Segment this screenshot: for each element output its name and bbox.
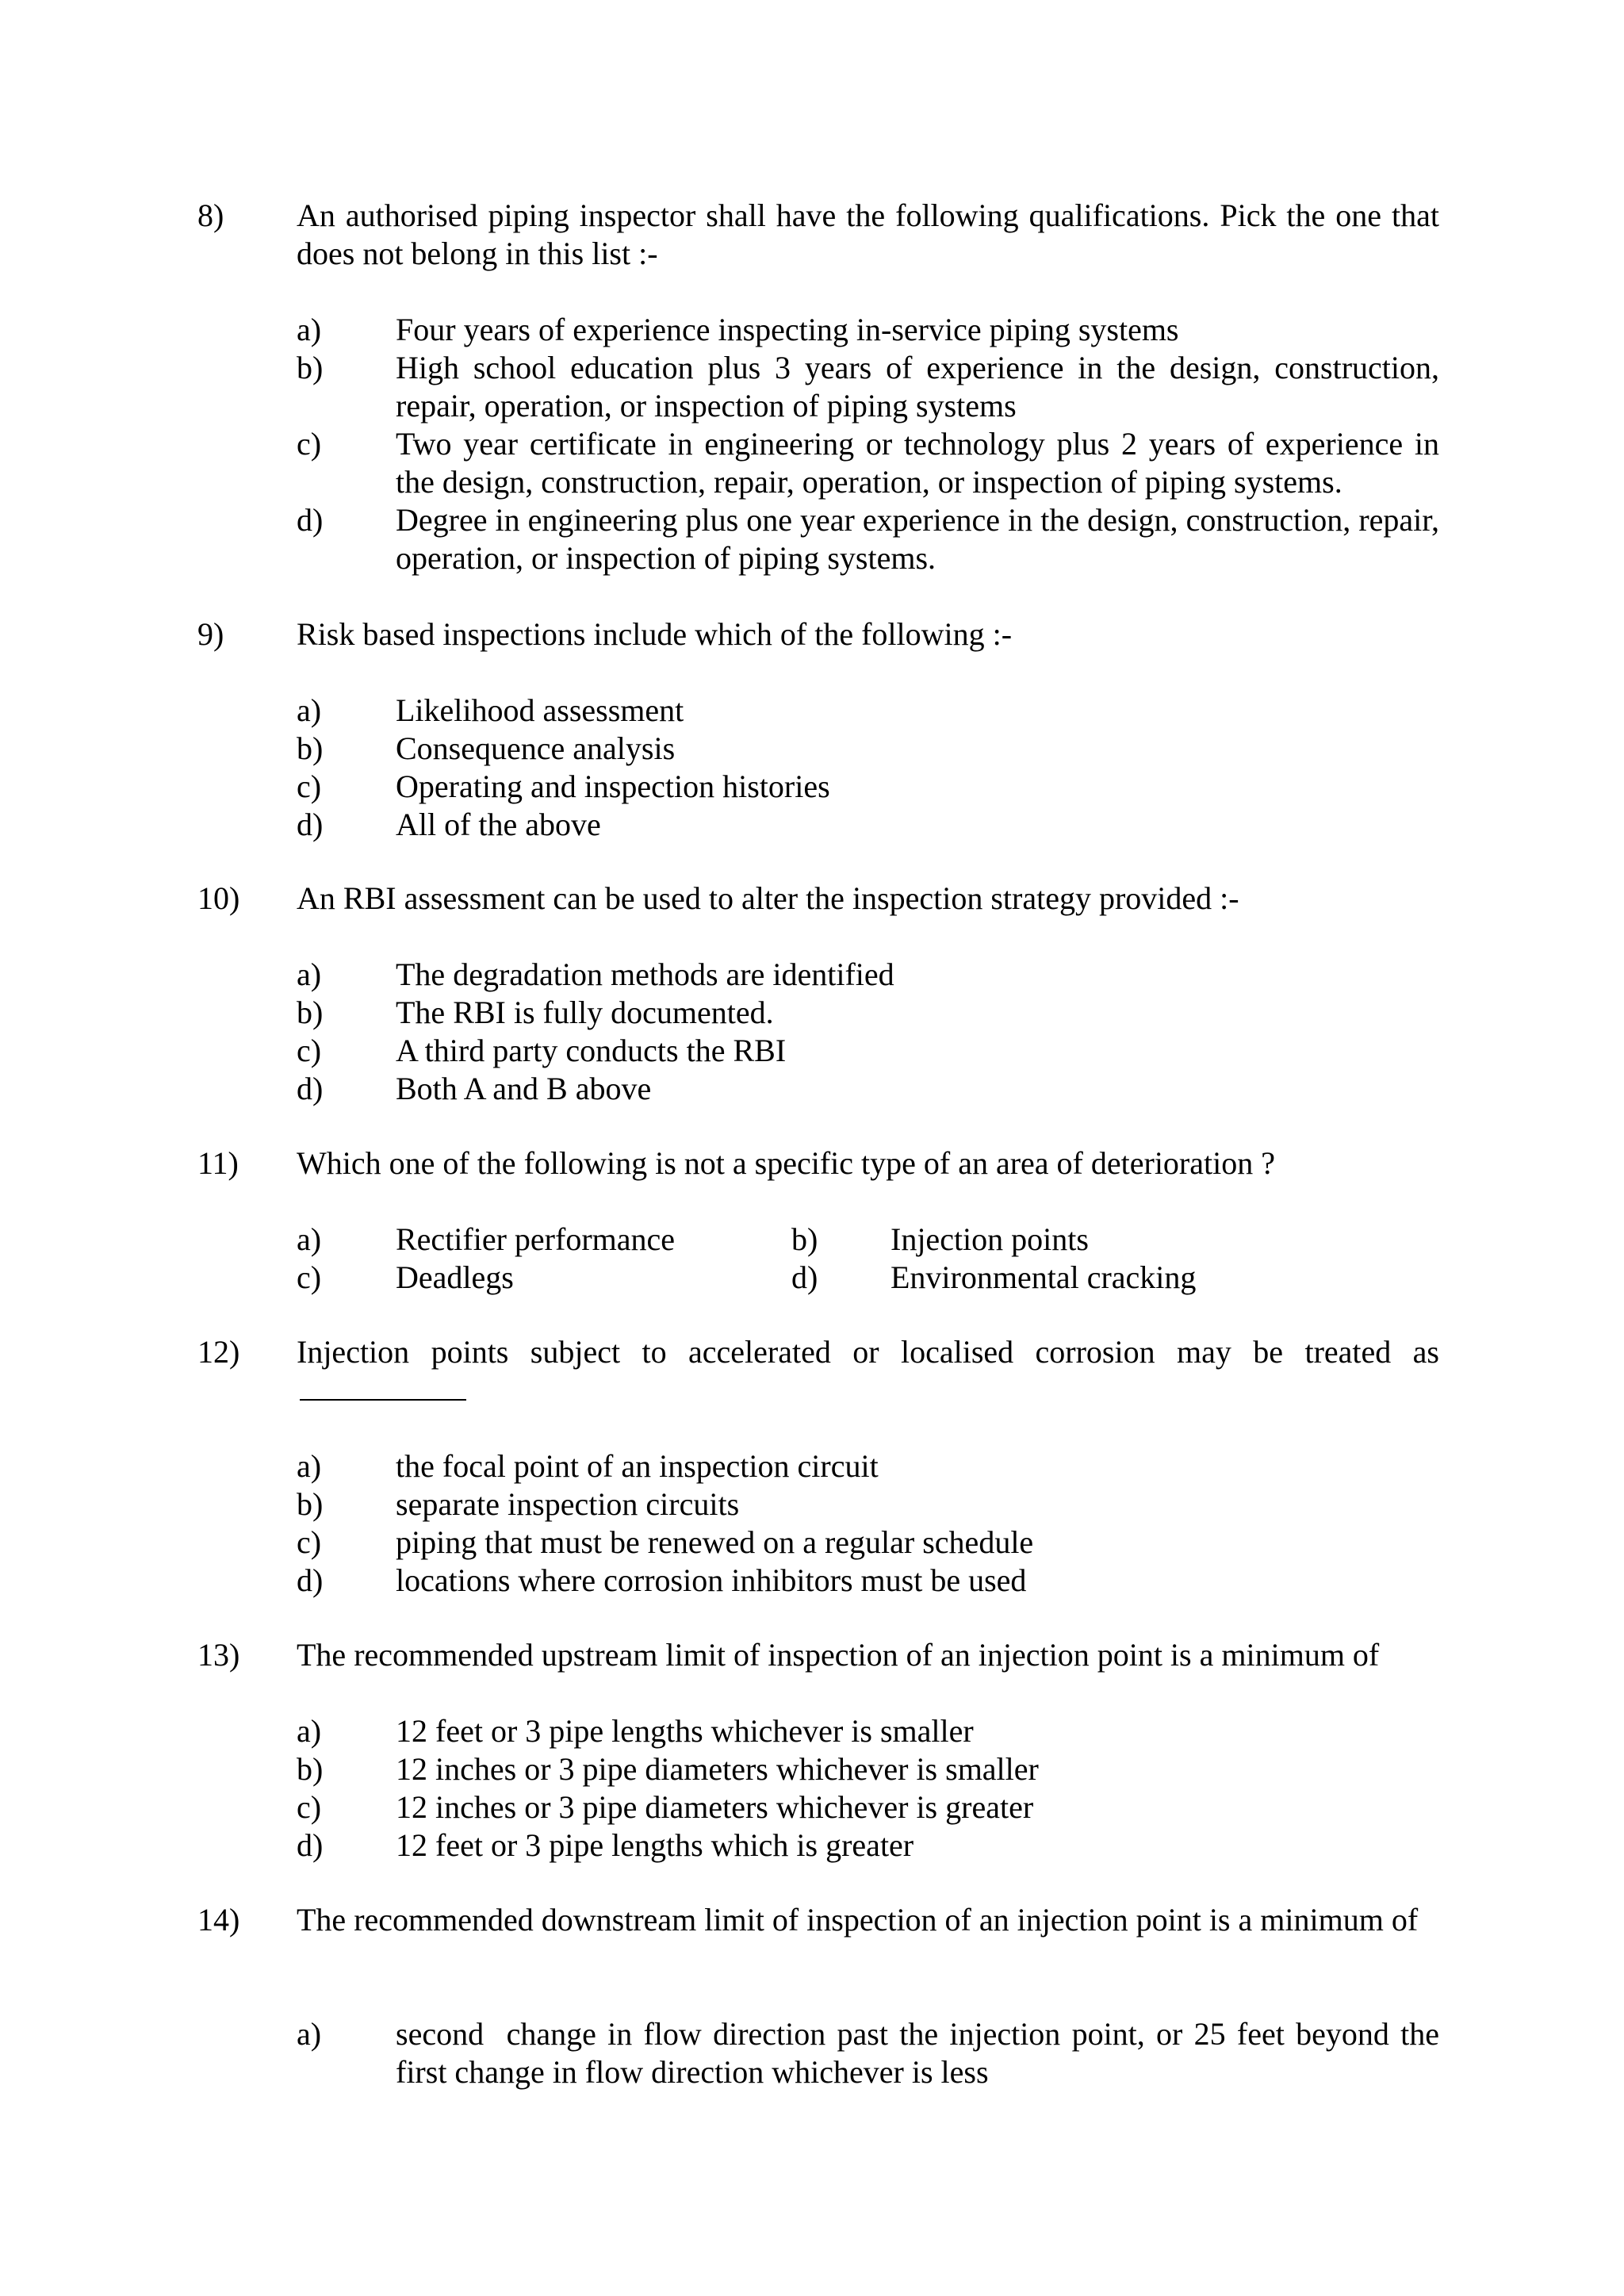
option-text: 12 inches or 3 pipe diameters whichever is smaller bbox=[396, 1751, 1039, 1787]
option-text: piping that must be renewed on a regular schedule bbox=[396, 1524, 1034, 1560]
question-text bbox=[297, 1333, 1439, 1409]
option-label: a) bbox=[297, 692, 322, 728]
option-text: 12 feet or 3 pipe lengths which is greater bbox=[396, 1827, 914, 1863]
option-text: The degradation methods are identified bbox=[396, 956, 894, 992]
option-label: b) bbox=[297, 730, 324, 766]
question-number: 10) bbox=[197, 880, 240, 916]
option-text: Likelihood assessment bbox=[396, 692, 684, 728]
option-label: d) bbox=[297, 1827, 324, 1863]
option-label: a) bbox=[297, 956, 322, 992]
option-text: Degree in engineering plus one year experience in the design, construction, repair, operation, or inspection of piping systems. bbox=[396, 502, 1439, 576]
option-label: d) bbox=[297, 1562, 324, 1598]
option-text: Deadlegs bbox=[396, 1259, 514, 1295]
question-text: Risk based inspections include which of the following :- bbox=[297, 616, 1013, 652]
option-label: b) bbox=[297, 1486, 324, 1522]
option-label: a) bbox=[297, 1713, 322, 1749]
option-label: b) bbox=[297, 995, 324, 1030]
option-label: d) bbox=[297, 502, 324, 538]
option-label: a) bbox=[297, 1221, 322, 1257]
option-label: c) bbox=[297, 1259, 322, 1295]
option-text: Both A and B above bbox=[396, 1071, 652, 1106]
option-text: All of the above bbox=[396, 807, 601, 842]
option-label: b) bbox=[297, 1751, 324, 1787]
question-text: The recommended downstream limit of inspection of an injection point is a minimum of bbox=[297, 1902, 1419, 1938]
option-text: Environmental cracking bbox=[891, 1259, 1197, 1295]
question-text: An RBI assessment can be used to alter the inspection strategy provided :- bbox=[297, 880, 1239, 916]
option-label: c) bbox=[297, 1524, 322, 1560]
question-number: 14) bbox=[197, 1902, 240, 1938]
option-text: High school education plus 3 years of experience in the design, construction, repair, operation, or inspection of piping systems bbox=[396, 350, 1439, 424]
question-number: 11) bbox=[197, 1145, 239, 1181]
option-text: Four years of experience inspecting in-service piping systems bbox=[396, 312, 1179, 347]
option-text: the focal point of an inspection circuit bbox=[396, 1448, 879, 1484]
question-text: The recommended upstream limit of inspection of an injection point is a minimum of bbox=[297, 1637, 1380, 1673]
option-label: c) bbox=[297, 1789, 322, 1825]
option-label: d) bbox=[791, 1259, 818, 1295]
option-text: locations where corrosion inhibitors must be used bbox=[396, 1562, 1027, 1598]
option-label: d) bbox=[297, 1071, 324, 1106]
question-number: 12) bbox=[197, 1334, 240, 1370]
option-text: second change in flow direction past the injection point, or 25 feet beyond the first change in flow direction whichever is less bbox=[396, 2016, 1447, 2090]
option-text: Rectifier performance bbox=[396, 1221, 676, 1257]
option-label: b) bbox=[297, 350, 324, 385]
answer-blank bbox=[300, 1372, 466, 1401]
option-text: A third party conducts the RBI bbox=[396, 1033, 787, 1068]
option-label: c) bbox=[297, 1033, 322, 1068]
option-label: c) bbox=[297, 769, 322, 804]
question-text: An authorised piping inspector shall have the following qualifications. Pick the one that does not belong in this list :- bbox=[297, 197, 1439, 271]
option-label: a) bbox=[297, 2016, 322, 2052]
option-label: d) bbox=[297, 807, 324, 842]
question-number: 13) bbox=[197, 1637, 240, 1673]
option-text: Consequence analysis bbox=[396, 730, 676, 766]
question-number: 9) bbox=[197, 616, 224, 652]
option-label: c) bbox=[297, 426, 322, 462]
option-label: a) bbox=[297, 312, 322, 347]
option-text: The RBI is fully documented. bbox=[396, 995, 774, 1030]
option-text: Operating and inspection histories bbox=[396, 769, 830, 804]
option-label: a) bbox=[297, 1448, 322, 1484]
option-text: 12 feet or 3 pipe lengths whichever is smaller bbox=[396, 1713, 974, 1749]
option-text: 12 inches or 3 pipe diameters whichever is greater bbox=[396, 1789, 1034, 1825]
option-text: separate inspection circuits bbox=[396, 1486, 740, 1522]
option-text: Two year certificate in engineering or technology plus 2 years of experience in the design, construction, repair, operation, or inspection of piping systems. bbox=[396, 426, 1439, 500]
question-text-content: Injection points subject to accelerated or localised corrosion may be treated as bbox=[297, 1334, 1439, 1370]
question-number: 8) bbox=[197, 197, 224, 233]
question-text: Which one of the following is not a specific type of an area of deterioration ? bbox=[297, 1145, 1275, 1181]
option-text: Injection points bbox=[891, 1221, 1089, 1257]
option-label: b) bbox=[791, 1221, 818, 1257]
